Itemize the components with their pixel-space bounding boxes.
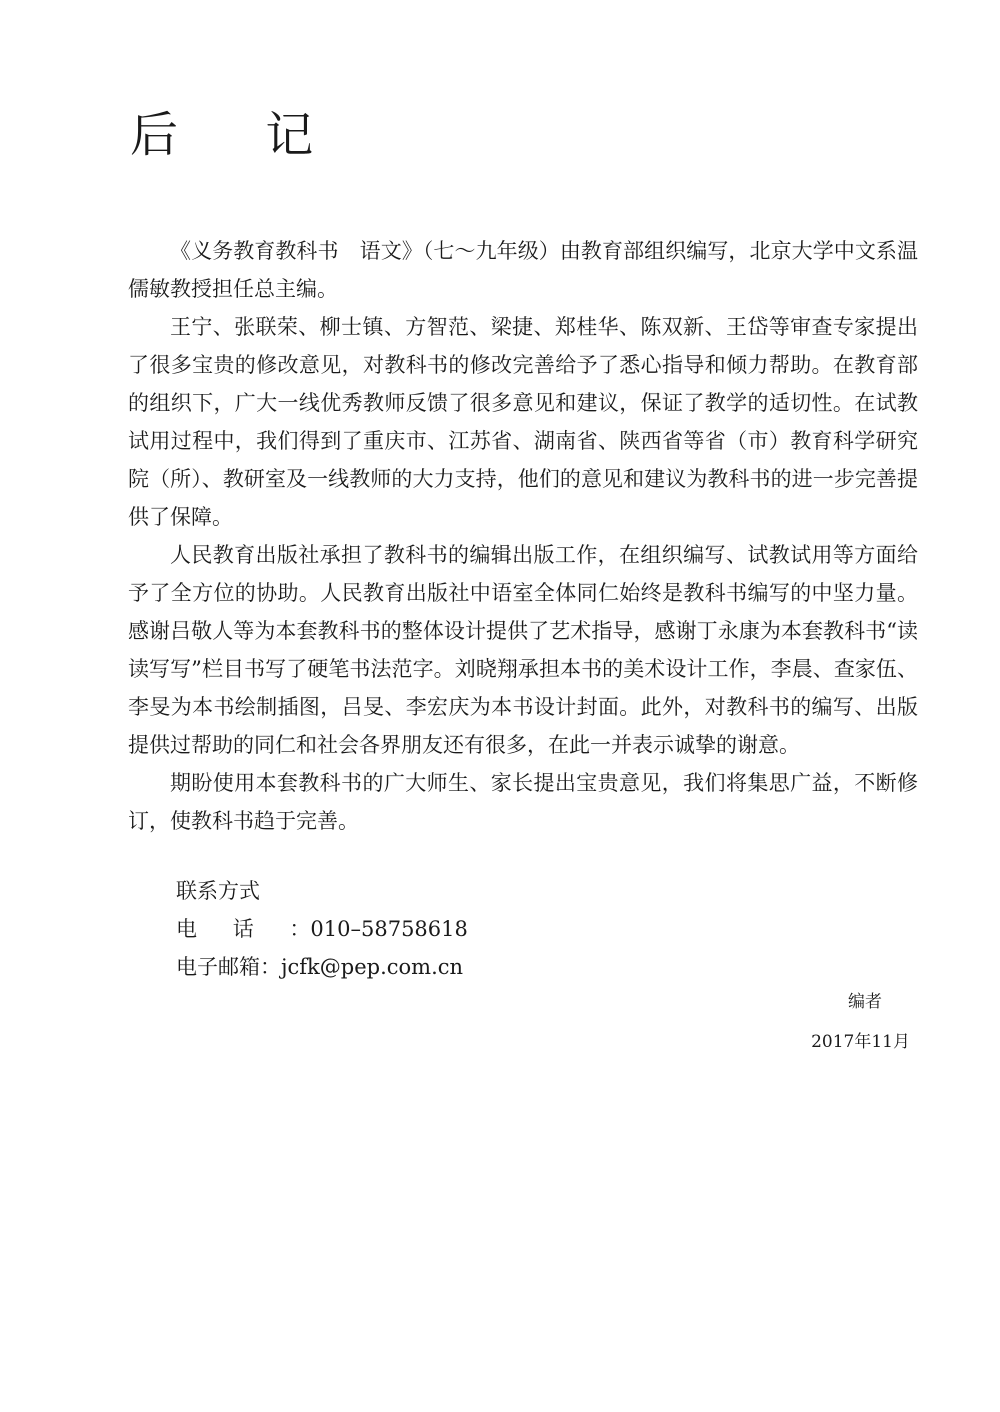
phone-value: ：010–58758618 [289, 917, 468, 941]
email-label: 电子邮箱 [176, 955, 260, 979]
signature-editor: 编者 [848, 992, 882, 1012]
body-text [128, 232, 918, 840]
email-value: ：jcfk@pep.com.cn [260, 955, 464, 979]
signature-date: 2017年11月 [811, 1032, 910, 1052]
paragraph-2: 王宁、张联荣、柳士镇、方智范、梁捷、郑桂华、陈双新、王岱等审查专家提出了很多宝贵的修改意见，对教科书的修改完善给予了悉心指导和倾力帮助。在教育部的组织下，广大一线优秀教师反馈了很多意见和建议，保证了教学的适切性。在试教试用过程中，我们得到了重庆市、江苏省、湖南省、陕西省等省（市）教育科学研究院（所）、教研室及一线教师的大力支持，他们的意见和建议为教科书的进一步完善提供了保障。 [128, 315, 918, 529]
paragraph-1: 《义务教育教科书 语文》（七～九年级）由教育部组织编写，北京大学中文系温儒敏教授担任总主编。 [128, 239, 918, 301]
page-title: 后 记 [130, 107, 350, 163]
phone-label: 电话 [176, 917, 290, 941]
contact-heading: 联系方式 [176, 879, 260, 903]
paragraph-3: 人民教育出版社承担了教科书的编辑出版工作，在组织编写、试教试用等方面给予了全方位的协助。人民教育出版社中语室全体同仁始终是教科书编写的中坚力量。感谢吕敬人等为本套教科书的整体设计提供了艺术指导，感谢丁永康为本套教科书“读读写写”栏目书写了硬笔书法范字。刘晓翔承担本书的美术设计工作，李晨、查家伍、李旻为本书绘制插图，吕旻、李宏庆为本书设计封面。此外，对教科书的编写、出版提供过帮助的同仁和社会各界朋友还有很多，在此一并表示诚挚的谢意。 [128, 543, 918, 757]
contact-info [176, 872, 468, 986]
contact-email-row [176, 948, 468, 986]
signature [811, 982, 910, 1062]
paragraph-4: 期盼使用本套教科书的广大师生、家长提出宝贵意见，我们将集思广益，不断修订，使教科书趋于完善。 [128, 771, 918, 833]
contact-phone-row [176, 910, 468, 948]
